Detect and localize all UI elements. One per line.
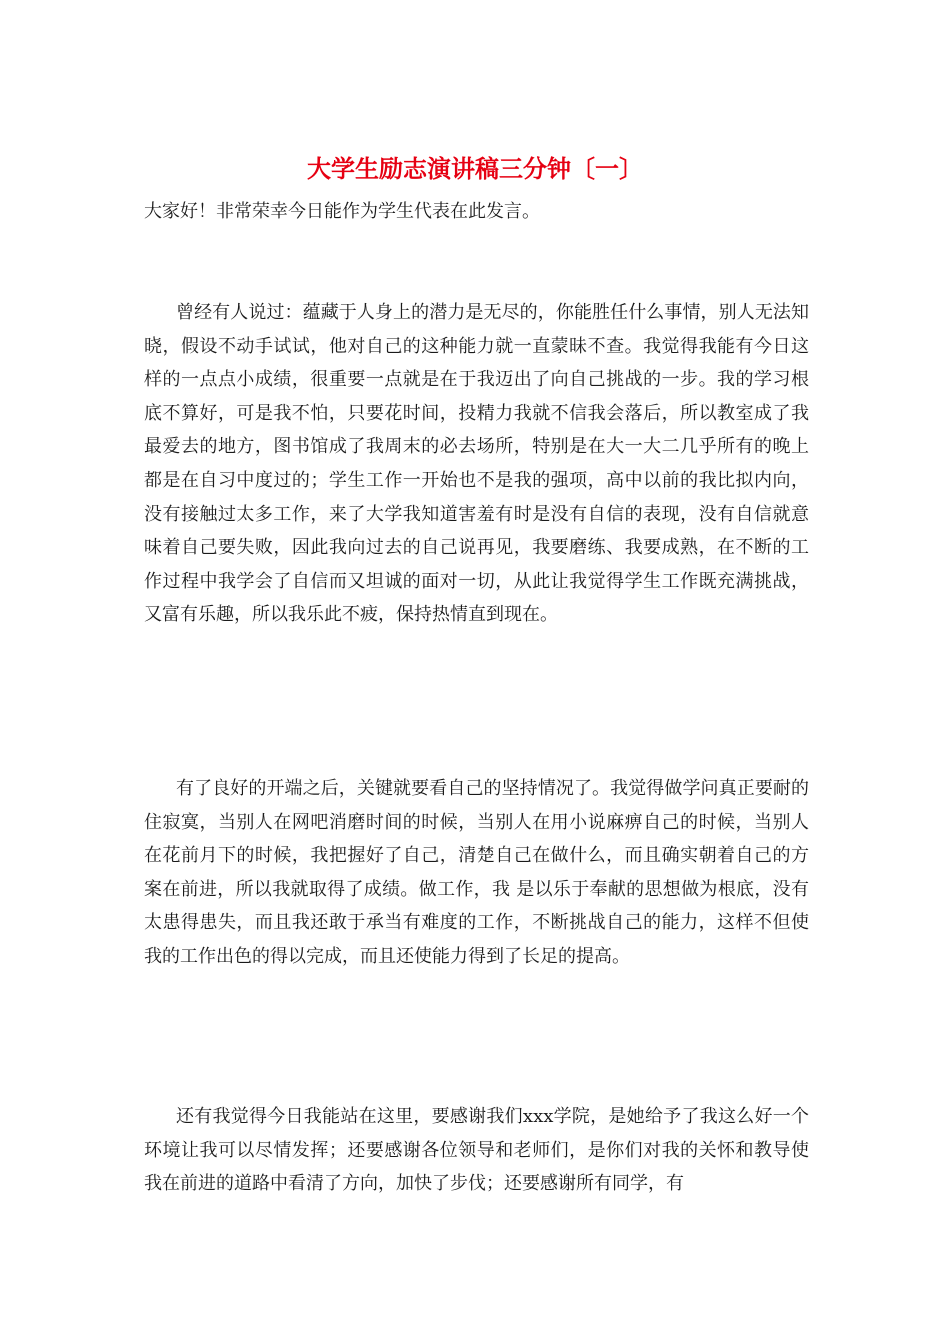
paragraph-2: 有了良好的开端之后，关键就要看自己的坚持情况了。我觉得做学问真正要耐的住寂寞，当别人在网吧消磨时间的时候，当别人在用小说麻痹自己的时候，当别人在花前月下的时候，我把握好了自己，清楚自己在做什么，而且确实朝着自己的方案在前进，所以我就取得了成绩。做工作，我 是以乐于奉献的思想做为根底，没有太患得患失，而且我还敢于承当有难度的工作，不断挑战自己的能力，这样不但使我的工作出色的得以完成，而且还使能力得到了长足的提高。 xyxy=(144,778,809,967)
paragraph-3: 还有我觉得今日我能站在这里，要感谢我们xxx学院，是她给予了我这么好一个环境让我可以尽情发挥；还要感谢各位领导和老师们，是你们对我的关怀和教导使我在前进的道路中看清了方向，加快了步伐；还要感谢所有同学，有 xyxy=(144,1106,809,1195)
document-title: 大学生励志演讲稿三分钟〔一〕 xyxy=(307,155,643,183)
greeting-line: 大家好！非常荣幸今日能作为学生代表在此发言。 xyxy=(144,201,540,222)
paragraph-1: 曾经有人说过：蕴藏于人身上的潜力是无尽的，你能胜任什么事情，别人无法知晓，假设不动手试试，他对自己的这种能力就一直蒙昧不查。我觉得我能有今日这样的一点点小成绩，很重要一点就是在于我迈出了向自己挑战的一步。我的学习根底不算好，可是我不怕，只要花时间，投精力我就不信我会落后，所以教室成了我最爱去的地方，图书馆成了我周末的必去场所，特别是在大一大二几乎所有的晚上都是在自习中度过的；学生工作一开始也不是我的强项，高中以前的我比拟内向，没有接触过太多工作，来了大学我知道害羞有时是没有自信的表现，没有自信就意味着自己要失败，因此我向过去的自己说再见，我要磨练、我要成熟，在不断的工作过程中我学会了自信而又坦诚的面对一切，从此让我觉得学生工作既充满挑战，又富有乐趣，所以我乐此不疲，保持热情直到现在。 xyxy=(144,302,809,626)
